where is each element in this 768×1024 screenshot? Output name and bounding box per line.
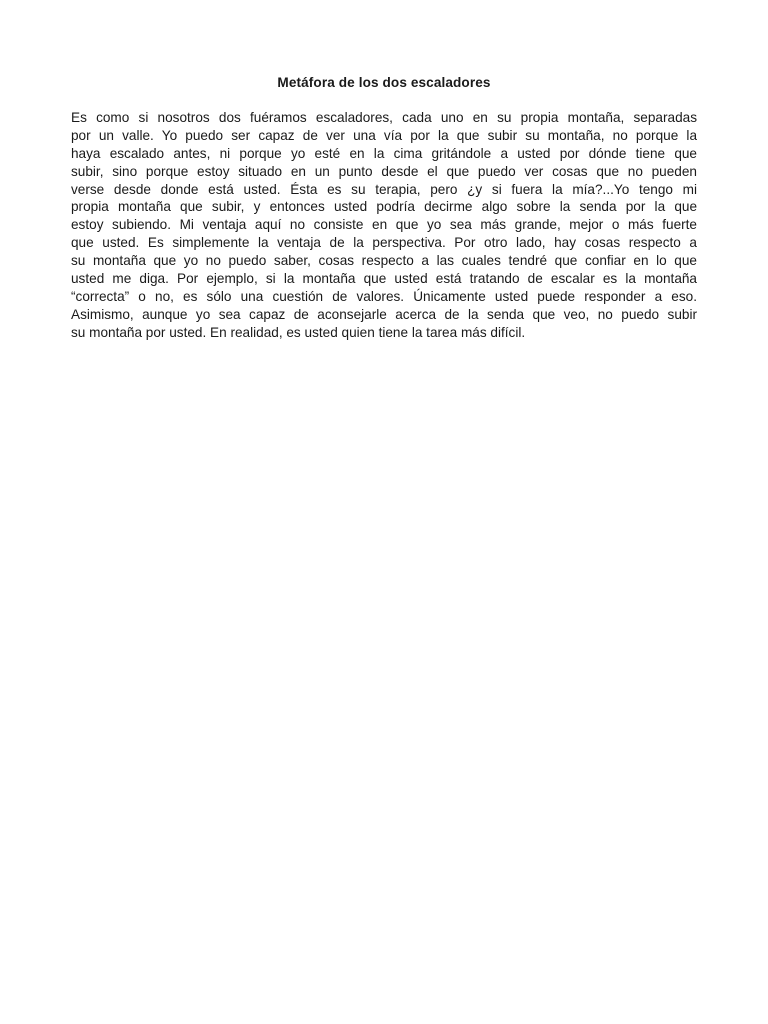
paragraph-line: por un valle. Yo puedo ser capaz de ver una vía por la que subir su montaña, no porque la <box>71 127 697 143</box>
paragraph-line: que usted. Es simplemente la ventaja de la perspectiva. Por otro lado, hay cosas respecto a <box>71 235 697 251</box>
paragraph-line: subir, sino porque estoy situado en un punto desde el que puedo ver cosas que no pueden <box>71 163 697 179</box>
paragraph-line: Asimismo, aunque yo sea capaz de aconsejarle acerca de la senda que veo, no puedo subir <box>71 306 697 322</box>
paragraph-line: “correcta” o no, es sólo una cuestión de valores. Únicamente usted puede responder a eso. <box>71 288 697 304</box>
paragraph-line: Es como si nosotros dos fuéramos escaladores, cada uno en su propia montaña, separadas <box>71 110 697 125</box>
paragraph-line: su montaña que yo no puedo saber, cosas respecto a las cuales tendré que confiar en lo que <box>71 253 697 269</box>
document-paragraph <box>71 109 697 342</box>
paragraph-line: estoy subiendo. Mi ventaja aquí no consiste en que yo sea más grande, mejor o más fuerte <box>71 217 697 233</box>
paragraph-line: su montaña por usted. En realidad, es usted quien tiene la tarea más difícil. <box>71 324 526 340</box>
paragraph-line: propia montaña que subir, y entonces usted podría decirme algo sobre la senda por la que <box>71 199 697 215</box>
paragraph-line: usted me diga. Por ejemplo, si la montaña que usted está tratando de escalar es la montaña <box>71 271 697 287</box>
paragraph-line: verse desde donde está usted. Ésta es su terapia, pero ¿y si fuera la mía?...Yo tengo mi <box>71 181 697 197</box>
paragraph-line: haya escalado antes, ni porque yo esté en la cima gritándole a usted por dónde tiene que <box>71 145 697 161</box>
document-title: Metáfora de los dos escaladores <box>277 75 491 90</box>
